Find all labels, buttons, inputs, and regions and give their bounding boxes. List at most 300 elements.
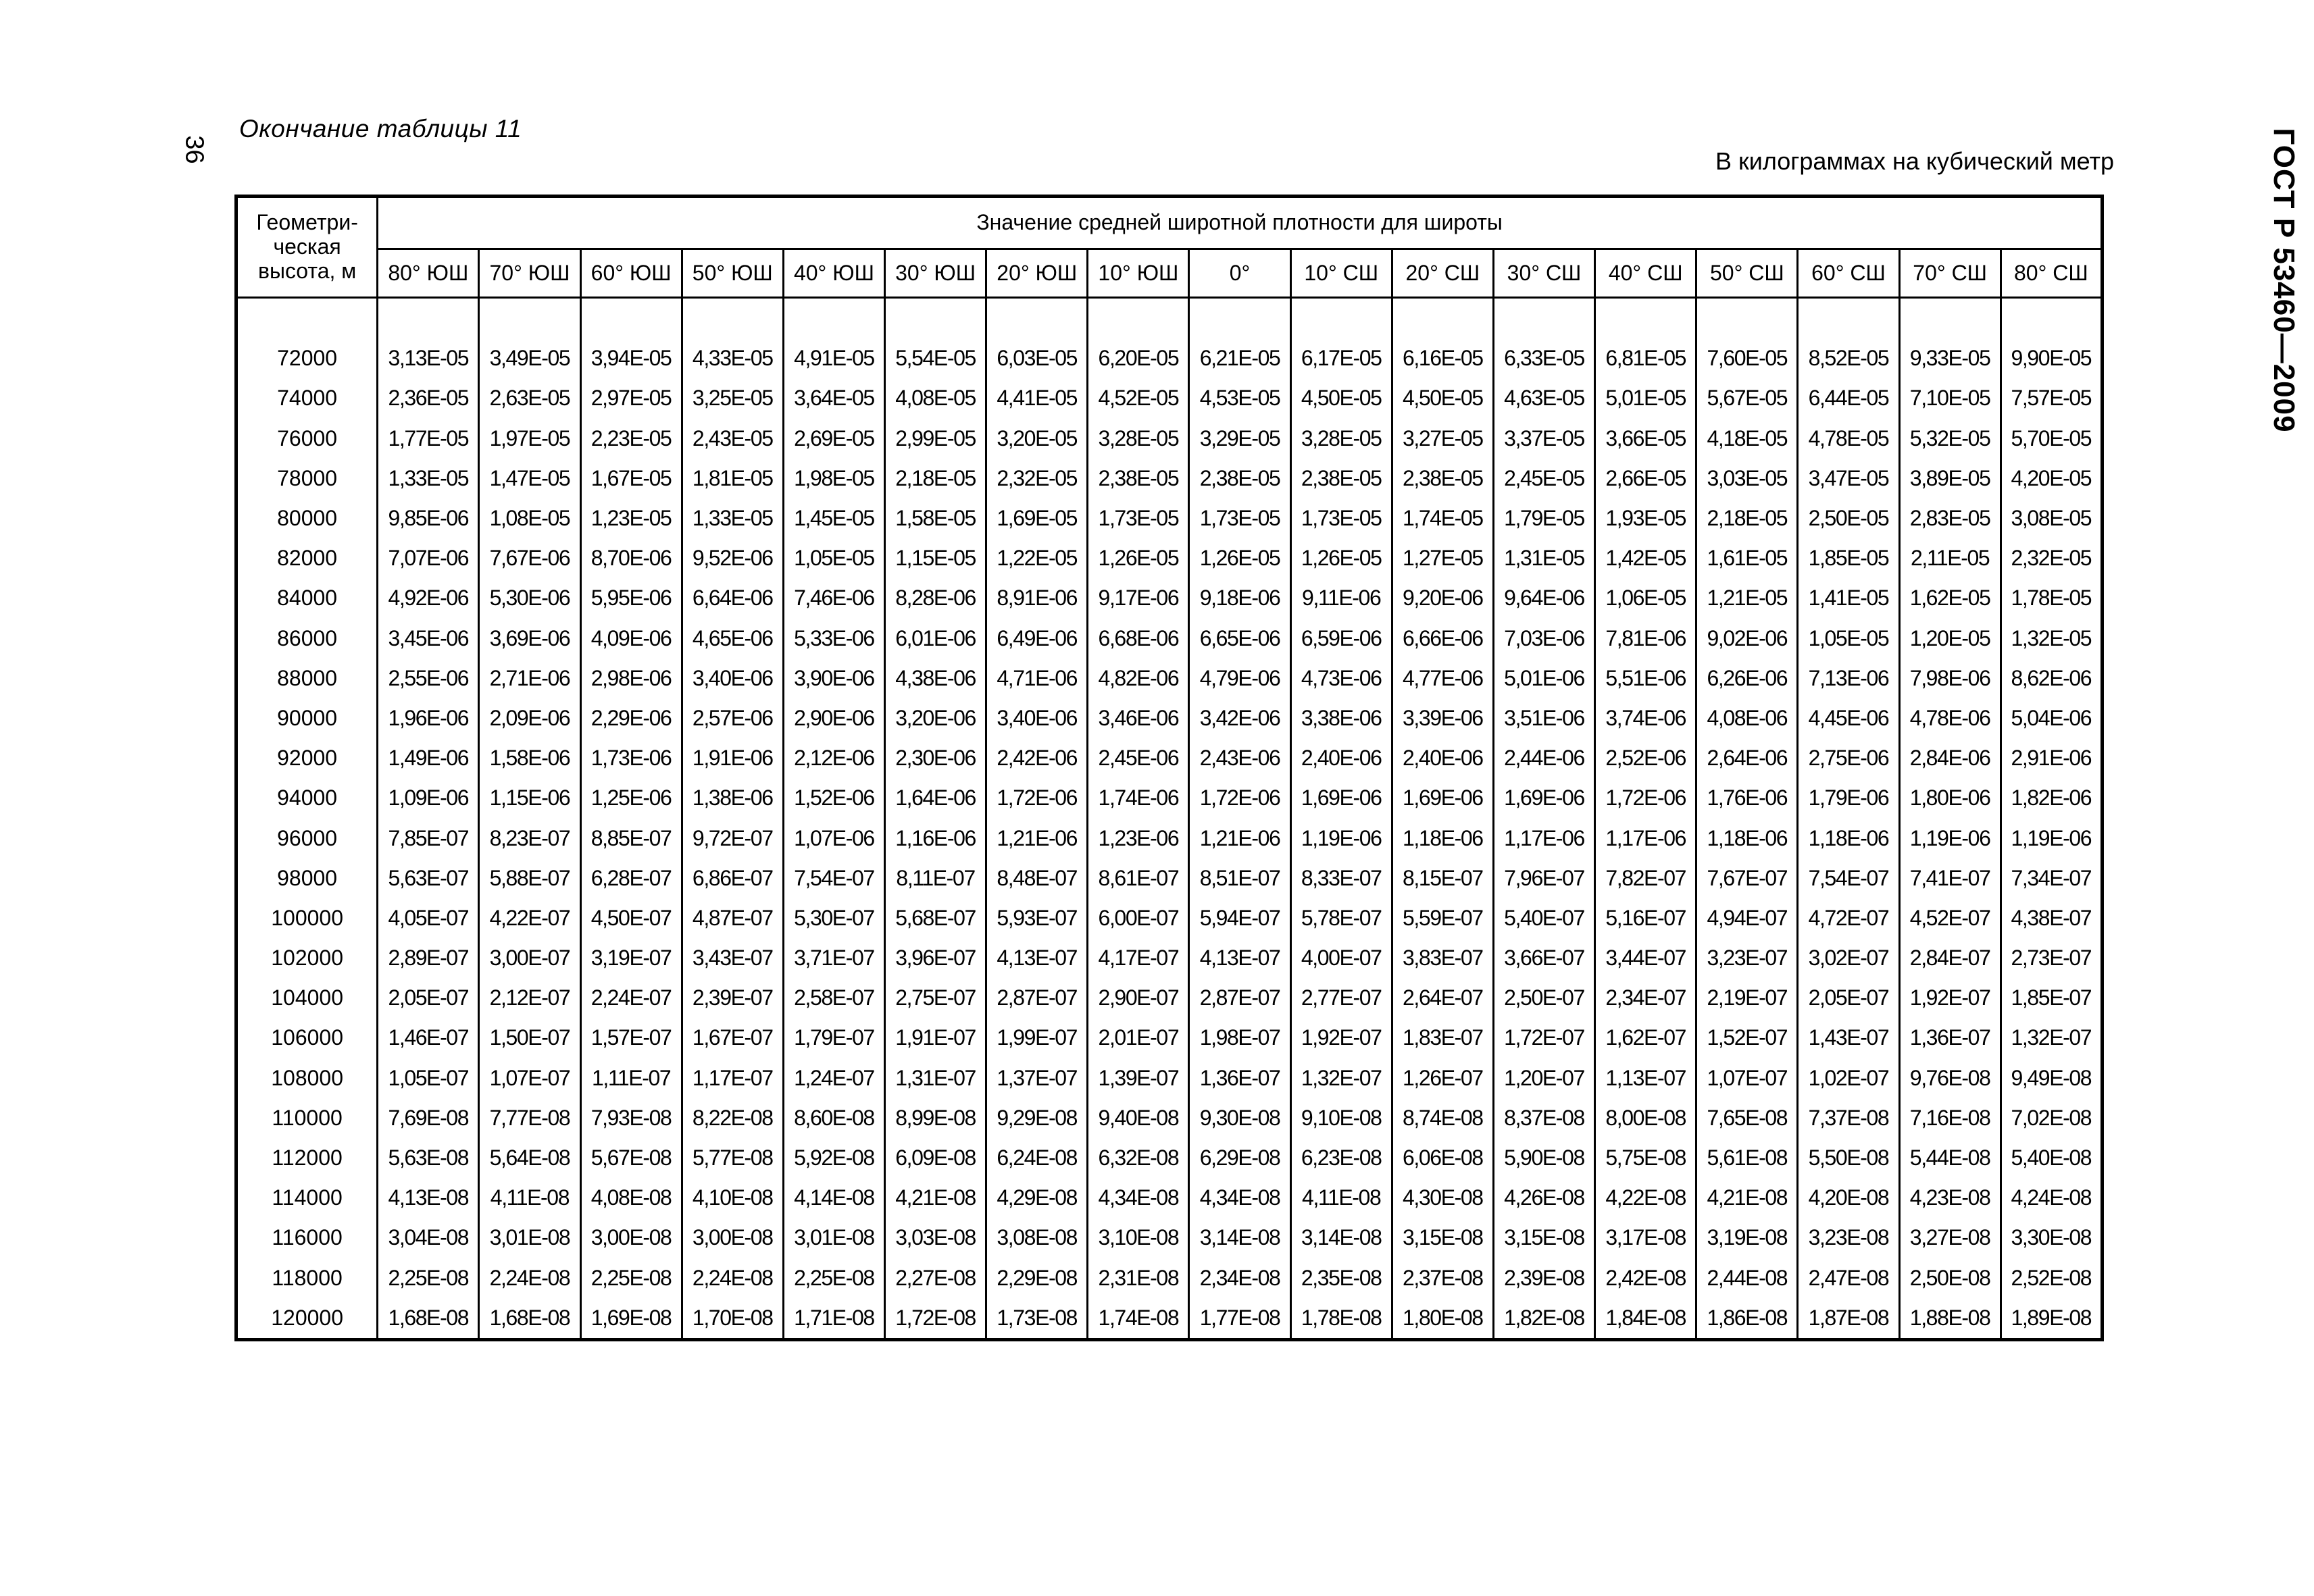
header-separator xyxy=(236,298,2103,339)
density-cell: 1,38E-06 xyxy=(682,778,783,818)
density-cell: 1,73E-05 xyxy=(1088,498,1189,538)
altitude-cell: 98000 xyxy=(236,858,378,898)
density-cell: 2,24E-08 xyxy=(479,1258,580,1298)
density-cell: 8,22E-08 xyxy=(682,1098,783,1138)
density-cell: 1,42E-05 xyxy=(1595,538,1696,578)
density-cell: 3,89E-05 xyxy=(1899,459,2001,498)
density-cell: 1,73E-05 xyxy=(1189,498,1290,538)
density-cell: 1,64E-06 xyxy=(885,778,986,818)
density-cell: 5,64E-08 xyxy=(479,1138,580,1178)
density-cell: 1,99E-07 xyxy=(986,1018,1088,1058)
density-cell: 1,26E-05 xyxy=(1189,538,1290,578)
density-cell: 1,33E-05 xyxy=(682,498,783,538)
density-cell: 5,67E-05 xyxy=(1696,378,1798,418)
density-cell: 4,87E-07 xyxy=(682,898,783,938)
density-cell: 3,45E-06 xyxy=(378,619,479,659)
table-row xyxy=(236,1298,2103,1340)
density-cell: 4,50E-07 xyxy=(580,898,682,938)
density-cell: 4,34E-08 xyxy=(1088,1178,1189,1218)
density-cell: 1,07E-06 xyxy=(783,818,884,858)
density-cell: 6,49E-06 xyxy=(986,619,1088,659)
density-cell: 5,77E-08 xyxy=(682,1138,783,1178)
altitude-cell: 102000 xyxy=(236,938,378,978)
density-cell: 6,17E-05 xyxy=(1290,338,1392,378)
density-cell: 5,50E-08 xyxy=(1798,1138,1899,1178)
density-cell: 1,87E-08 xyxy=(1798,1298,1899,1340)
density-cell: 8,28E-06 xyxy=(885,578,986,618)
density-cell: 1,97E-05 xyxy=(479,419,580,459)
density-cell: 1,98E-05 xyxy=(783,459,884,498)
density-cell: 2,89E-07 xyxy=(378,938,479,978)
corner-header-line: высота, м xyxy=(257,258,357,283)
density-cell: 2,37E-08 xyxy=(1392,1258,1493,1298)
density-cell: 2,27E-08 xyxy=(885,1258,986,1298)
density-cell: 1,91E-07 xyxy=(885,1018,986,1058)
density-cell: 1,82E-06 xyxy=(2001,778,2102,818)
density-cell: 6,32E-08 xyxy=(1088,1138,1189,1178)
density-cell: 5,67E-08 xyxy=(580,1138,682,1178)
density-cell: 1,73E-05 xyxy=(1290,498,1392,538)
density-cell: 8,62E-06 xyxy=(2001,659,2102,698)
density-cell: 5,68E-07 xyxy=(885,898,986,938)
density-cell: 1,32E-05 xyxy=(2001,619,2102,659)
density-cell: 9,85E-06 xyxy=(378,498,479,538)
density-cell: 7,02E-08 xyxy=(2001,1098,2102,1138)
density-cell: 1,32E-07 xyxy=(1290,1058,1392,1098)
separator-cell xyxy=(1595,298,1696,339)
density-cell: 8,99E-08 xyxy=(885,1098,986,1138)
density-cell: 1,78E-05 xyxy=(2001,578,2102,618)
density-cell: 1,92E-07 xyxy=(1290,1018,1392,1058)
density-cell: 2,50E-08 xyxy=(1899,1258,2001,1298)
density-cell: 6,03E-05 xyxy=(986,338,1088,378)
altitude-cell: 86000 xyxy=(236,619,378,659)
density-cell: 4,72E-07 xyxy=(1798,898,1899,938)
density-cell: 2,40E-06 xyxy=(1290,738,1392,778)
density-cell: 5,61E-08 xyxy=(1696,1138,1798,1178)
density-cell: 1,84E-08 xyxy=(1595,1298,1696,1340)
density-cell: 4,94E-07 xyxy=(1696,898,1798,938)
density-cell: 8,52E-05 xyxy=(1798,338,1899,378)
density-cell: 4,08E-05 xyxy=(885,378,986,418)
density-cell: 1,62E-05 xyxy=(1899,578,2001,618)
density-cell: 3,74E-06 xyxy=(1595,698,1696,738)
density-cell: 2,25E-08 xyxy=(580,1258,682,1298)
table-row xyxy=(236,459,2103,498)
density-cell: 9,33E-05 xyxy=(1899,338,2001,378)
altitude-cell: 114000 xyxy=(236,1178,378,1218)
density-cell: 1,18E-06 xyxy=(1798,818,1899,858)
density-cell: 1,96E-06 xyxy=(378,698,479,738)
latitude-header: 30° СШ xyxy=(1493,249,1594,298)
table-row xyxy=(236,1218,2103,1258)
density-cell: 9,10E-08 xyxy=(1290,1098,1392,1138)
density-cell: 3,40E-06 xyxy=(986,698,1088,738)
latitude-header: 20° ЮШ xyxy=(986,249,1088,298)
density-cell: 4,45E-06 xyxy=(1798,698,1899,738)
density-cell: 5,30E-07 xyxy=(783,898,884,938)
density-cell: 3,03E-08 xyxy=(885,1218,986,1258)
density-cell: 9,72E-07 xyxy=(682,818,783,858)
density-cell: 1,23E-06 xyxy=(1088,818,1189,858)
density-cell: 1,39E-07 xyxy=(1088,1058,1189,1098)
altitude-cell: 110000 xyxy=(236,1098,378,1138)
density-cell: 3,28E-05 xyxy=(1088,419,1189,459)
table-row xyxy=(236,778,2103,818)
density-cell: 1,73E-08 xyxy=(986,1298,1088,1340)
altitude-cell: 74000 xyxy=(236,378,378,418)
table-row xyxy=(236,938,2103,978)
density-cell: 3,00E-08 xyxy=(580,1218,682,1258)
altitude-cell: 116000 xyxy=(236,1218,378,1258)
density-cell: 7,82E-07 xyxy=(1595,858,1696,898)
document-designation: ГОСТ Р 53460—2009 xyxy=(2267,128,2300,433)
density-cell: 1,80E-06 xyxy=(1899,778,2001,818)
density-cell: 3,66E-05 xyxy=(1595,419,1696,459)
density-cell: 4,20E-05 xyxy=(2001,459,2102,498)
density-cell: 7,65E-08 xyxy=(1696,1098,1798,1138)
density-cell: 2,98E-06 xyxy=(580,659,682,698)
density-cell: 3,42E-06 xyxy=(1189,698,1290,738)
density-cell: 1,19E-06 xyxy=(1290,818,1392,858)
density-cell: 3,64E-05 xyxy=(783,378,884,418)
density-cell: 1,52E-07 xyxy=(1696,1018,1798,1058)
density-cell: 3,27E-05 xyxy=(1392,419,1493,459)
density-cell: 7,10E-05 xyxy=(1899,378,2001,418)
density-cell: 1,67E-05 xyxy=(580,459,682,498)
altitude-cell: 112000 xyxy=(236,1138,378,1178)
table-row xyxy=(236,1138,2103,1178)
density-cell: 1,31E-05 xyxy=(1493,538,1594,578)
density-cell: 1,17E-07 xyxy=(682,1058,783,1098)
table-row xyxy=(236,338,2103,378)
density-cell: 3,13E-05 xyxy=(378,338,479,378)
density-cell: 9,76E-08 xyxy=(1899,1058,2001,1098)
density-cell: 1,11E-07 xyxy=(580,1058,682,1098)
density-cell: 4,13E-08 xyxy=(378,1178,479,1218)
density-cell: 5,63E-08 xyxy=(378,1138,479,1178)
density-cell: 1,07E-07 xyxy=(479,1058,580,1098)
density-cell: 2,35E-08 xyxy=(1290,1258,1392,1298)
density-cell: 3,14E-08 xyxy=(1189,1218,1290,1258)
density-cell: 1,47E-05 xyxy=(479,459,580,498)
table-row xyxy=(236,1258,2103,1298)
density-cell: 7,67E-07 xyxy=(1696,858,1798,898)
density-cell: 1,26E-07 xyxy=(1392,1058,1493,1098)
density-cell: 5,51E-06 xyxy=(1595,659,1696,698)
density-cell: 1,09E-06 xyxy=(378,778,479,818)
density-cell: 7,85E-07 xyxy=(378,818,479,858)
density-cell: 3,46E-06 xyxy=(1088,698,1189,738)
table-row xyxy=(236,498,2103,538)
density-cell: 2,87E-07 xyxy=(986,978,1088,1018)
density-cell: 3,27E-08 xyxy=(1899,1218,2001,1258)
density-cell: 1,61E-05 xyxy=(1696,538,1798,578)
table-row xyxy=(236,818,2103,858)
density-cell: 1,45E-05 xyxy=(783,498,884,538)
density-cell: 9,29E-08 xyxy=(986,1098,1088,1138)
density-cell: 7,60E-05 xyxy=(1696,338,1798,378)
density-cell: 6,59E-06 xyxy=(1290,619,1392,659)
altitude-cell: 96000 xyxy=(236,818,378,858)
density-cell: 2,43E-06 xyxy=(1189,738,1290,778)
density-cell: 3,37E-05 xyxy=(1493,419,1594,459)
density-cell: 3,90E-06 xyxy=(783,659,884,698)
density-cell: 5,94E-07 xyxy=(1189,898,1290,938)
density-cell: 1,02E-07 xyxy=(1798,1058,1899,1098)
density-cell: 1,08E-05 xyxy=(479,498,580,538)
density-cell: 1,98E-07 xyxy=(1189,1018,1290,1058)
density-cell: 1,50E-07 xyxy=(479,1018,580,1058)
density-cell: 4,14E-08 xyxy=(783,1178,884,1218)
density-cell: 3,08E-05 xyxy=(2001,498,2102,538)
table-row xyxy=(236,578,2103,618)
latitude-group-header: Значение средней широтной плотности для широты xyxy=(378,197,2103,249)
density-cell: 1,72E-06 xyxy=(986,778,1088,818)
density-cell: 6,65E-06 xyxy=(1189,619,1290,659)
density-cell: 7,54E-07 xyxy=(1798,858,1899,898)
density-cell: 1,74E-05 xyxy=(1392,498,1493,538)
density-cell: 4,22E-07 xyxy=(479,898,580,938)
latitude-header: 30° ЮШ xyxy=(885,249,986,298)
density-cell: 8,91E-06 xyxy=(986,578,1088,618)
density-cell: 1,91E-06 xyxy=(682,738,783,778)
density-cell: 1,41E-05 xyxy=(1798,578,1899,618)
density-cell: 9,90E-05 xyxy=(2001,338,2102,378)
separator-cell xyxy=(479,298,580,339)
density-cell: 2,29E-06 xyxy=(580,698,682,738)
table-row xyxy=(236,858,2103,898)
density-cell: 2,01E-07 xyxy=(1088,1018,1189,1058)
latitude-header: 0° xyxy=(1189,249,1290,298)
latitude-header: 40° СШ xyxy=(1595,249,1696,298)
latitude-header: 60° ЮШ xyxy=(580,249,682,298)
density-cell: 1,79E-05 xyxy=(1493,498,1594,538)
density-cell: 3,15E-08 xyxy=(1392,1218,1493,1258)
density-cell: 1,62E-07 xyxy=(1595,1018,1696,1058)
density-cell: 4,82E-06 xyxy=(1088,659,1189,698)
density-cell: 6,44E-05 xyxy=(1798,378,1899,418)
density-cell: 6,86E-07 xyxy=(682,858,783,898)
density-cell: 2,44E-08 xyxy=(1696,1258,1798,1298)
density-cell: 1,69E-08 xyxy=(580,1298,682,1340)
density-cell: 3,02E-07 xyxy=(1798,938,1899,978)
density-cell: 5,54E-05 xyxy=(885,338,986,378)
density-cell: 7,54E-07 xyxy=(783,858,884,898)
density-cell: 7,77E-08 xyxy=(479,1098,580,1138)
density-cell: 8,74E-08 xyxy=(1392,1098,1493,1138)
density-cell: 8,15E-07 xyxy=(1392,858,1493,898)
density-cell: 5,95E-06 xyxy=(580,578,682,618)
density-cell: 2,38E-05 xyxy=(1088,459,1189,498)
density-cell: 3,01E-08 xyxy=(479,1218,580,1258)
density-cell: 5,01E-06 xyxy=(1493,659,1594,698)
density-cell: 4,11E-08 xyxy=(1290,1178,1392,1218)
density-cell: 4,34E-08 xyxy=(1189,1178,1290,1218)
density-cell: 2,05E-07 xyxy=(378,978,479,1018)
density-cell: 1,68E-08 xyxy=(378,1298,479,1340)
density-cell: 1,77E-08 xyxy=(1189,1298,1290,1340)
density-cell: 8,11E-07 xyxy=(885,858,986,898)
density-cell: 1,31E-07 xyxy=(885,1058,986,1098)
density-cell: 6,68E-06 xyxy=(1088,619,1189,659)
table-row xyxy=(236,1178,2103,1218)
altitude-cell: 104000 xyxy=(236,978,378,1018)
density-cell: 9,11E-06 xyxy=(1290,578,1392,618)
density-cell: 7,93E-08 xyxy=(580,1098,682,1138)
density-cell: 4,23E-08 xyxy=(1899,1178,2001,1218)
density-cell: 1,58E-06 xyxy=(479,738,580,778)
density-cell: 3,25E-05 xyxy=(682,378,783,418)
density-cell: 1,32E-07 xyxy=(2001,1018,2102,1058)
density-cell: 1,77E-05 xyxy=(378,419,479,459)
density-cell: 5,90E-08 xyxy=(1493,1138,1594,1178)
density-cell: 3,94E-05 xyxy=(580,338,682,378)
density-cell: 2,38E-05 xyxy=(1189,459,1290,498)
density-cell: 3,51E-06 xyxy=(1493,698,1594,738)
density-cell: 6,21E-05 xyxy=(1189,338,1290,378)
altitude-cell: 72000 xyxy=(236,338,378,378)
density-cell: 2,39E-08 xyxy=(1493,1258,1594,1298)
density-cell: 4,63E-05 xyxy=(1493,378,1594,418)
density-cell: 2,34E-08 xyxy=(1189,1258,1290,1298)
density-cell: 3,71E-07 xyxy=(783,938,884,978)
density-cell: 1,16E-06 xyxy=(885,818,986,858)
separator-cell xyxy=(1189,298,1290,339)
density-cell: 1,15E-06 xyxy=(479,778,580,818)
density-cell: 4,08E-08 xyxy=(580,1178,682,1218)
density-cell: 2,36E-05 xyxy=(378,378,479,418)
density-cell: 3,49E-05 xyxy=(479,338,580,378)
density-cell: 1,18E-06 xyxy=(1392,818,1493,858)
density-cell: 2,52E-06 xyxy=(1595,738,1696,778)
separator-cell xyxy=(2001,298,2102,339)
density-cell: 3,01E-08 xyxy=(783,1218,884,1258)
density-cell: 8,37E-08 xyxy=(1493,1098,1594,1138)
density-cell: 5,30E-06 xyxy=(479,578,580,618)
density-cell: 7,37E-08 xyxy=(1798,1098,1899,1138)
density-cell: 1,36E-07 xyxy=(1899,1018,2001,1058)
density-cell: 2,05E-07 xyxy=(1798,978,1899,1018)
density-cell: 2,84E-06 xyxy=(1899,738,2001,778)
density-cell: 7,81E-06 xyxy=(1595,619,1696,659)
density-cell: 4,13E-07 xyxy=(1189,938,1290,978)
density-cell: 3,44E-07 xyxy=(1595,938,1696,978)
density-cell: 1,05E-05 xyxy=(1798,619,1899,659)
density-cell: 4,91E-05 xyxy=(783,338,884,378)
density-cell: 3,19E-07 xyxy=(580,938,682,978)
altitude-cell: 80000 xyxy=(236,498,378,538)
density-cell: 4,26E-08 xyxy=(1493,1178,1594,1218)
density-cell: 1,17E-06 xyxy=(1493,818,1594,858)
density-cell: 1,18E-06 xyxy=(1696,818,1798,858)
density-cell: 9,64E-06 xyxy=(1493,578,1594,618)
density-cell: 4,11E-08 xyxy=(479,1178,580,1218)
density-cell: 2,87E-07 xyxy=(1189,978,1290,1018)
density-cell: 7,69E-08 xyxy=(378,1098,479,1138)
density-cell: 3,15E-08 xyxy=(1493,1218,1594,1258)
latitude-header: 70° СШ xyxy=(1899,249,2001,298)
density-cell: 1,43E-07 xyxy=(1798,1018,1899,1058)
density-cell: 2,64E-06 xyxy=(1696,738,1798,778)
density-cell: 4,79E-06 xyxy=(1189,659,1290,698)
density-cell: 1,57E-07 xyxy=(580,1018,682,1058)
density-cell: 4,17E-07 xyxy=(1088,938,1189,978)
density-cell: 1,72E-06 xyxy=(1189,778,1290,818)
density-cell: 3,08E-08 xyxy=(986,1218,1088,1258)
separator-cell xyxy=(236,298,378,339)
density-cell: 4,13E-07 xyxy=(986,938,1088,978)
density-cell: 4,08E-06 xyxy=(1696,698,1798,738)
density-cell: 1,23E-05 xyxy=(580,498,682,538)
density-cell: 4,05E-07 xyxy=(378,898,479,938)
density-cell: 3,03E-05 xyxy=(1696,459,1798,498)
density-cell: 3,00E-07 xyxy=(479,938,580,978)
density-cell: 1,79E-07 xyxy=(783,1018,884,1058)
density-cell: 6,26E-06 xyxy=(1696,659,1798,698)
density-cell: 2,75E-06 xyxy=(1798,738,1899,778)
density-cell: 4,92E-06 xyxy=(378,578,479,618)
density-cell: 1,92E-07 xyxy=(1899,978,2001,1018)
density-cell: 3,83E-07 xyxy=(1392,938,1493,978)
density-cell: 6,81E-05 xyxy=(1595,338,1696,378)
density-cell: 4,09E-06 xyxy=(580,619,682,659)
density-cell: 5,33E-06 xyxy=(783,619,884,659)
density-cell: 2,58E-07 xyxy=(783,978,884,1018)
density-cell: 3,29E-05 xyxy=(1189,419,1290,459)
density-cell: 4,20E-08 xyxy=(1798,1178,1899,1218)
table-row xyxy=(236,698,2103,738)
density-cell: 6,29E-08 xyxy=(1189,1138,1290,1178)
density-cell: 4,65E-06 xyxy=(682,619,783,659)
density-cell: 9,20E-06 xyxy=(1392,578,1493,618)
density-cell: 6,06E-08 xyxy=(1392,1138,1493,1178)
density-cell: 1,06E-05 xyxy=(1595,578,1696,618)
density-cell: 2,19E-07 xyxy=(1696,978,1798,1018)
density-cell: 9,40E-08 xyxy=(1088,1098,1189,1138)
density-cell: 2,29E-08 xyxy=(986,1258,1088,1298)
density-cell: 7,96E-07 xyxy=(1493,858,1594,898)
table-row xyxy=(236,378,2103,418)
density-cell: 2,55E-06 xyxy=(378,659,479,698)
density-cell: 4,18E-05 xyxy=(1696,419,1798,459)
latitude-header: 80° ЮШ xyxy=(378,249,479,298)
altitude-cell: 106000 xyxy=(236,1018,378,1058)
density-cell: 8,48E-07 xyxy=(986,858,1088,898)
density-cell: 2,32E-05 xyxy=(986,459,1088,498)
density-cell: 3,04E-08 xyxy=(378,1218,479,1258)
density-cell: 4,50E-05 xyxy=(1392,378,1493,418)
density-cell: 4,00E-07 xyxy=(1290,938,1392,978)
separator-cell xyxy=(885,298,986,339)
density-cell: 3,19E-08 xyxy=(1696,1218,1798,1258)
density-cell: 9,52E-06 xyxy=(682,538,783,578)
density-cell: 3,40E-06 xyxy=(682,659,783,698)
density-cell: 1,49E-06 xyxy=(378,738,479,778)
density-cell: 2,63E-05 xyxy=(479,378,580,418)
table-row xyxy=(236,1098,2103,1138)
density-cell: 3,43E-07 xyxy=(682,938,783,978)
latitude-header: 10° ЮШ xyxy=(1088,249,1189,298)
density-cell: 5,16E-07 xyxy=(1595,898,1696,938)
density-cell: 1,88E-08 xyxy=(1899,1298,2001,1340)
density-cell: 4,21E-08 xyxy=(1696,1178,1798,1218)
latitude-header: 50° ЮШ xyxy=(682,249,783,298)
density-cell: 6,66E-06 xyxy=(1392,619,1493,659)
density-cell: 6,16E-05 xyxy=(1392,338,1493,378)
density-cell: 3,14E-08 xyxy=(1290,1218,1392,1258)
latitude-header: 10° СШ xyxy=(1290,249,1392,298)
